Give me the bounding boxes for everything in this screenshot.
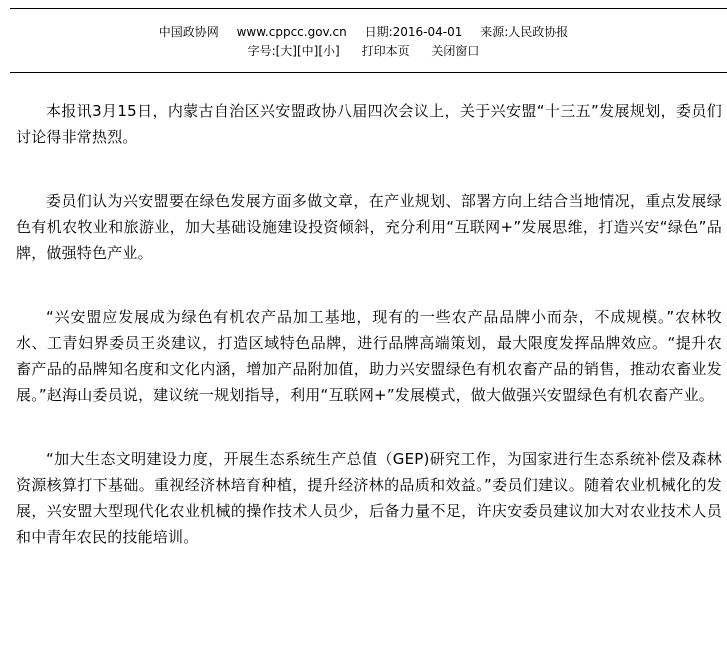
article-paragraph: 委员们认为兴安盟要在绿色发展方面多做文章，在产业规划、部署方向上结合当地情况，重点发展绿色有机农牧业和旅游业，加大基础设施建设投资倾斜，充分利用“互联网+”发展思维，打造兴安“绿色”品牌，做强特色产业。 xyxy=(16,192,722,262)
article-tools-row xyxy=(0,44,727,58)
font-size-large-link[interactable]: [大] xyxy=(275,44,297,58)
article-source: 来源:人民政协报 xyxy=(480,25,569,39)
site-name: 中国政协网 xyxy=(158,25,219,39)
font-size-medium-link[interactable]: [中] xyxy=(296,44,319,58)
print-page-link[interactable]: 打印本页 xyxy=(361,44,410,58)
article-paragraph: “加大生态文明建设力度，开展生态系统生产总值（GEP)研究工作，为国家进行生态系统补偿及森林资源核算打下基础。重视经济林培育种植，提升经济林的品质和效益。”委员们建议。随着农业机械化的发展，兴安盟大型现代化农业机械的操作技术人员少，后备力量不足，许庆安委员建议加大对农业技术人员和中青年农民的技能培训。 xyxy=(16,450,722,546)
header-top-divider xyxy=(10,8,727,9)
article-paragraph: “兴安盟应发展成为绿色有机农产品加工基地，现有的一些农产品品牌小而杂，不成规模。”农林牧水、工青妇界委员王炎建议，打造区域特色品牌，进行品牌高端策划，最大限度发挥品牌效应。“提升农畜产品的品牌知名度和文化内涵，增加产品附加值，助力兴安盟绿色有机农畜产品的销售，推动农畜业发展。”赵海山委员说，建议统一规划指导，利用“互联网+”发展模式，做大做强兴安盟绿色有机农畜产业。 xyxy=(16,308,722,404)
font-size-small-link[interactable]: [小] xyxy=(318,44,340,58)
publish-date: 日期:2016-04-01 xyxy=(364,25,463,39)
article-meta-row xyxy=(0,25,727,39)
header-bottom-divider xyxy=(10,72,727,73)
article-paragraph: 本报讯3月15日，内蒙古自治区兴安盟政协八届四次会议上，关于兴安盟“十三五”发展规划，委员们讨论得非常热烈。 xyxy=(16,102,722,146)
article-body xyxy=(16,98,722,588)
site-url: www.cppcc.gov.cn xyxy=(236,25,347,39)
close-window-link[interactable]: 关闭窗口 xyxy=(431,44,480,58)
font-size-label: 字号: xyxy=(247,44,276,58)
